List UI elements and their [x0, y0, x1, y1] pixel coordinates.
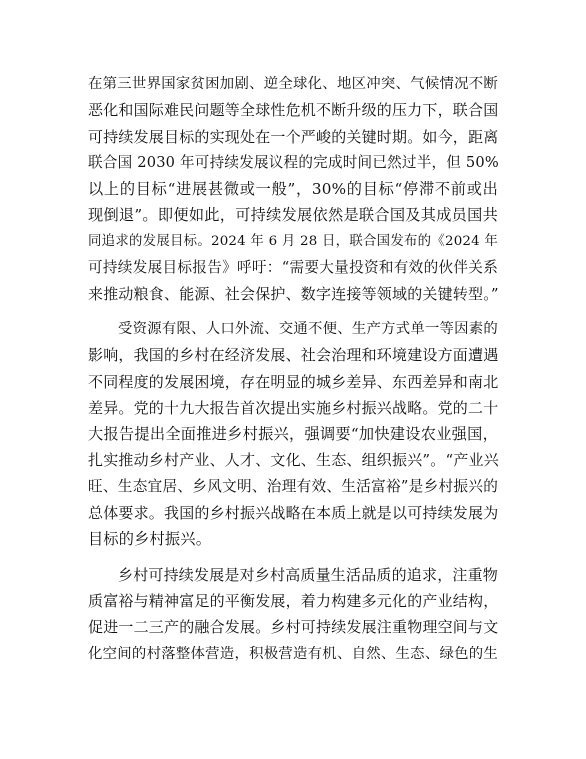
text-line: 影响，我国的乡村在经济发展、社会治理和环境建设方面遭遇	[88, 346, 499, 364]
text-line: 化空间的村落整体营造，积极营造有机、自然、生态、绿色的生	[88, 646, 498, 662]
text-line: 目标的乡村振兴。	[88, 530, 212, 548]
text-line: 可持续发展目标的实现处在一个严峻的关键时期。如今，距离	[88, 128, 499, 146]
text-line: 旺、生态宜居、乡风文明、治理有效、生活富裕”是乡村振兴的	[88, 478, 498, 495]
text-line: 联合国 2030 年可持续发展议程的完成时间已然过半，但 50%	[88, 154, 499, 171]
text-line: 总体要求。我国的乡村振兴战略在本质上就是以可持续发展为	[88, 504, 499, 522]
text-line: 以上的目标“进展甚微或一般”，30%的目标“停滞不前或出	[88, 180, 498, 198]
text-line: 现倒退”。即便如此，可持续发展依然是联合国及其成员国共	[88, 206, 498, 224]
text-line: 乡村可持续发展是对乡村高质量生活品质的追求，注重物	[118, 566, 499, 584]
text-line: 同追求的发展目标。2024 年 6 月 28 日，联合国发布的《2024 年	[88, 234, 498, 249]
text-line: 恶化和国际难民问题等全球性危机不断升级的压力下，联合国	[88, 101, 499, 119]
text-line: 质富裕与精神富足的平衡发展，着力构建多元化的产业结构，	[88, 592, 499, 610]
text-line: 不同程度的发展困境，存在明显的城乡差异、东西差异和南北	[88, 373, 499, 391]
text-line: 在第三世界国家贫困加剧、逆全球化、地区冲突、气候情况不断	[88, 76, 498, 92]
text-line: 大报告提出全面推进乡村振兴，强调要“加快建设农业强国，	[88, 425, 498, 443]
text-line: 差异。党的十九大报告首次提出实施乡村振兴战略。党的二十	[88, 399, 499, 417]
text-line: 可持续发展目标报告》呼吁：“需要大量投资和有效的伙伴关系	[88, 259, 498, 276]
text-line: 扎实推动乡村产业、人才、文化、生态、组织振兴”。“产业兴	[88, 451, 499, 469]
text-line: 来推动粮食、能源、社会保护、数字连接等领域的关键转型。”	[88, 285, 499, 303]
text-line: 受资源有限、人口外流、交通不便、生产方式单一等因素的	[118, 321, 498, 337]
text-line: 促进一二三产的融合发展。乡村可持续发展注重物理空间与文	[88, 618, 499, 636]
